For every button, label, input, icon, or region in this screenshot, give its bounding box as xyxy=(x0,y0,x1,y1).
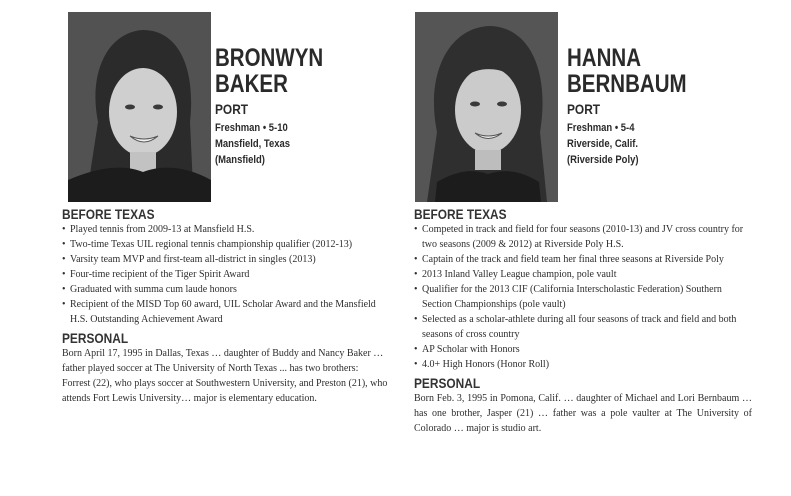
athlete-first-name: HANNA xyxy=(567,44,642,72)
list-item: • 2013 Inland Valley League champion, pole vault xyxy=(414,267,754,282)
athlete-hometown: Riverside, Calif. xyxy=(567,138,638,150)
list-item: • Selected as a scholar-athlete during all four seasons of track and field and both seasons of cross country xyxy=(414,312,754,342)
athlete-year-height: Freshman • 5-10 xyxy=(215,122,288,134)
athlete-year-height: Freshman • 5-4 xyxy=(567,122,635,134)
athlete-bio-body xyxy=(414,206,754,436)
personal-text: Born April 17, 1995 in Dallas, Texas … daughter of Buddy and Nancy Baker … father played soccer at The University of North Texas ... has two brothers: Forrest (22), who plays soccer at Southwestern University, and Preston (21), who attends Fort Lewis University… major is elementary education. xyxy=(62,348,388,404)
before-texas-heading: BEFORE TEXAS xyxy=(62,206,155,222)
personal-heading: PERSONAL xyxy=(62,330,129,346)
list-item: • Two-time Texas UIL regional tennis championship qualifier (2012-13) xyxy=(62,237,392,252)
list-item: • Graduated with summa cum laude honors xyxy=(62,282,392,297)
athlete-previous-school: (Riverside Poly) xyxy=(567,154,639,166)
before-texas-heading: BEFORE TEXAS xyxy=(414,206,507,222)
list-item: • Four-time recipient of the Tiger Spirit Award xyxy=(62,267,392,282)
athlete-position: PORT xyxy=(215,101,249,117)
before-texas-list xyxy=(62,222,392,327)
list-item: • 4.0+ High Honors (Honor Roll) xyxy=(414,357,754,372)
athlete-photo xyxy=(415,12,558,202)
athlete-position: PORT xyxy=(567,101,601,117)
athlete-photo xyxy=(68,12,211,202)
list-item: • Played tennis from 2009-13 at Mansfield H.S. xyxy=(62,222,392,237)
athlete-hometown: Mansfield, Texas xyxy=(215,138,291,150)
athlete-previous-school: (Mansfield) xyxy=(215,154,265,166)
athlete-last-name: BERNBAUM xyxy=(567,70,687,98)
list-item: • Recipient of the MISD Top 60 award, UIL Scholar Award and the Mansfield H.S. Outstanding Achievement Award xyxy=(62,297,392,327)
athlete-header xyxy=(215,45,347,168)
list-item: • AP Scholar with Honors xyxy=(414,342,754,357)
list-item: • Competed in track and field for four seasons (2010-13) and JV cross country for two seasons (2009 & 2012) at Riverside Poly H.S. xyxy=(414,222,754,252)
athlete-bio-body xyxy=(62,206,392,406)
athlete-last-name: BAKER xyxy=(215,70,288,98)
list-item: • Captain of the track and field team her final three seasons at Riverside Poly xyxy=(414,252,754,267)
personal-text: Born Feb. 3, 1995 in Pomona, Calif. … daughter of Michael and Lori Bernbaum … has one brother, Jasper (21) … father was a pole vaulter at The University of Colorado … major is studio art. xyxy=(414,393,752,434)
athlete-header xyxy=(567,45,713,168)
list-item: • Qualifier for the 2013 CIF (California Interscholastic Federation) Southern Section Championships (pole vault) xyxy=(414,282,754,312)
list-item: • Varsity team MVP and first-team all-district in singles (2013) xyxy=(62,252,392,267)
athlete-first-name: BRONWYN xyxy=(215,44,324,72)
personal-heading: PERSONAL xyxy=(414,375,481,391)
before-texas-list xyxy=(414,222,754,372)
